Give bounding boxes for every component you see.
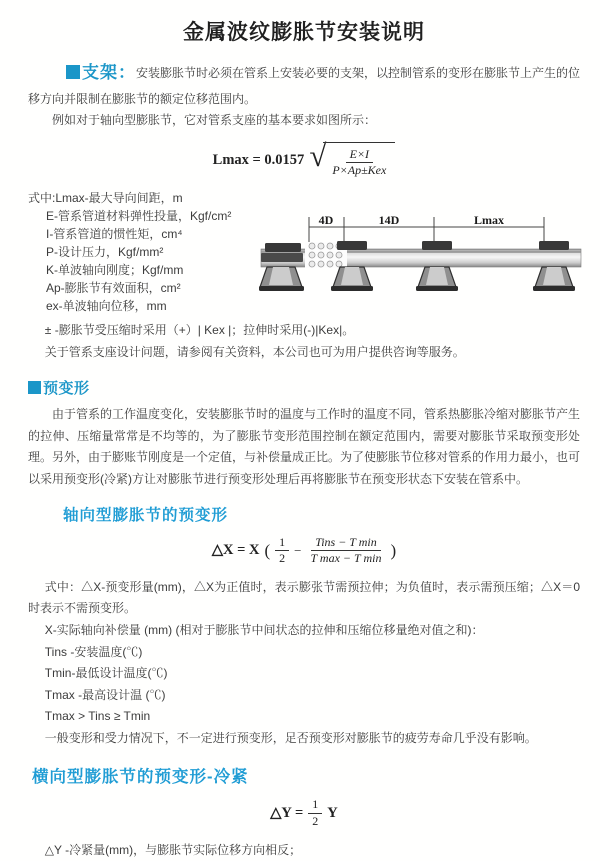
formula-lmax-lhs: Lmax = 0.0157: [212, 151, 305, 168]
support-intro-text: 安装膨胀节时必须在管系上安装必要的支架，以控制管系的变形在膨胀节上产生的位移方向并限制在膨胀节的额定位移范围内。: [28, 66, 581, 106]
support-intro-paragraph: [28, 58, 580, 110]
sqrt-expression: [309, 137, 395, 179]
section-heading-predeform: [28, 377, 580, 398]
subsection-heading-lateral: 横向型膨胀节的预变形-冷紧: [32, 768, 249, 787]
lmax-fraction-numerator: E×I: [346, 147, 373, 164]
consulting-note: 关于管系支座设计问题，请参阅有关资料，本公司也可为用户提供咨询等服务。: [44, 344, 465, 359]
axial-definition-line: Tmax > Tins ≥ Tmin: [44, 709, 151, 724]
axial-definition-line: Tmin-最低设计温度(℃): [44, 666, 168, 681]
pipe-support-diagram-svg: [254, 213, 594, 313]
fraction-denominator: 2: [279, 551, 286, 566]
dimension-lines: [309, 217, 544, 245]
right-paren: ): [390, 540, 397, 560]
fraction-numerator: 1: [308, 797, 322, 814]
dimension-label-14d: 14D: [378, 212, 400, 227]
section-heading-predeform-label: 预变形: [43, 380, 90, 398]
definition-line: I-管系管道的惯性矩，cm⁴: [46, 226, 183, 241]
support-example-line: 例如对于轴向型膨胀节，它对管系支座的基本要求如图所示：: [52, 113, 377, 128]
axial-definition-line: Tmax -最高设计温 (℃): [44, 687, 166, 702]
left-paren: (: [264, 540, 271, 560]
one-half-fraction: [275, 535, 289, 567]
minus-sign: −: [294, 542, 302, 558]
definition-line: P-设计压力，Kgf/mm²: [46, 244, 164, 259]
formula-delta-y-rhs: Y: [327, 805, 338, 822]
subsection-heading-axial: 轴向型膨胀节的预变形: [63, 506, 229, 524]
sqrt-radicand: [323, 142, 395, 179]
definition-line: Ap-膨胀节有效面积，cm²: [46, 280, 181, 295]
section-heading-support: [66, 63, 136, 82]
formula-delta-x-lhs: △X = X: [211, 542, 260, 559]
dimension-label-lmax: Lmax: [474, 212, 504, 227]
plus-minus-note: ± -膨胀节受压缩时采用（+）| Kex |；拉伸时采用(-)|Kex|。: [44, 322, 355, 337]
axial-definition-line: X-实际轴向补偿量 (mm) (相对于膨胀节中间状态的拉伸和压缩位移量绝对值之和)：: [44, 622, 484, 637]
section-square-icon: [66, 65, 80, 79]
fraction-denominator: T max − T min: [310, 551, 382, 566]
definitions-and-diagram-row: [28, 189, 596, 318]
definition-line: ex-单波轴向位移，mm: [46, 298, 167, 313]
definition-line: K-单波轴向刚度；Kgf/mm: [46, 262, 184, 277]
lmax-fraction: [328, 147, 390, 179]
definition-line: E-管系管道材料弹性投量，Kgf/cm²: [46, 208, 232, 223]
lateral-note: △Y -冷紧量(mm)，与膨胀节实际位移方向相反；: [44, 842, 302, 857]
axial-definition-line: 式中：△X-预变形量(mm)，△X为正值时，表示膨张节需预拉伸；为负值时，表示需预压缩；△X＝0时表示不需预变形。: [28, 579, 580, 616]
dimension-label-4d: 4D: [318, 212, 334, 227]
formula-delta-y-lhs: △Y =: [270, 805, 304, 822]
pedestal: [259, 267, 304, 291]
formula-lmax: [28, 137, 580, 179]
one-half-fraction: [308, 797, 322, 829]
fraction-numerator: Tins − T min: [311, 535, 381, 552]
axial-definition-line: 一般变形和受力情况下，不一定进行预变形，足否预变形对膨胀节的疲劳寿命几乎没有影响。: [44, 730, 537, 745]
page-title: 金属波纹膨胀节安装说明: [183, 21, 425, 44]
formula-delta-y: [28, 797, 580, 829]
formula-delta-x: [28, 535, 580, 567]
temperature-fraction: [306, 535, 385, 567]
pipe-support-diagram: [254, 189, 596, 318]
lmax-fraction-denominator: P×Ap±Kex: [332, 163, 387, 178]
symbol-definitions-list: [28, 189, 254, 318]
axial-definition-line: Tins -安装温度(℃): [44, 644, 143, 659]
definition-line: 式中:Lmax-最大导向间距，m: [28, 190, 183, 205]
section-square-icon: [28, 381, 41, 394]
sqrt-radical-icon: √: [309, 137, 327, 173]
fraction-denominator: 2: [312, 814, 319, 829]
fraction-numerator: 1: [275, 535, 289, 552]
section-heading-support-label: 支架：: [82, 63, 136, 82]
predeform-paragraph: 由于管系的工作温度变化，安装膨胀节时的温度与工作时的温度不同，管系热膨胀冷缩对膨胀节产生的拉伸、压缩量常常是不均等的，为了膨胀节变形范围控制在额定范围内，需要对膨胀节采取预变形处理。另外，由于膨账节刚度是一个定值，与补偿量成正比。为了使膨胀节位移对管系的作用力最小，也可以采用预变形(冷紧)方让对膨胀节进行预变形处理后再将膨胀节在预变形状态下安装在管系中。: [28, 407, 581, 486]
